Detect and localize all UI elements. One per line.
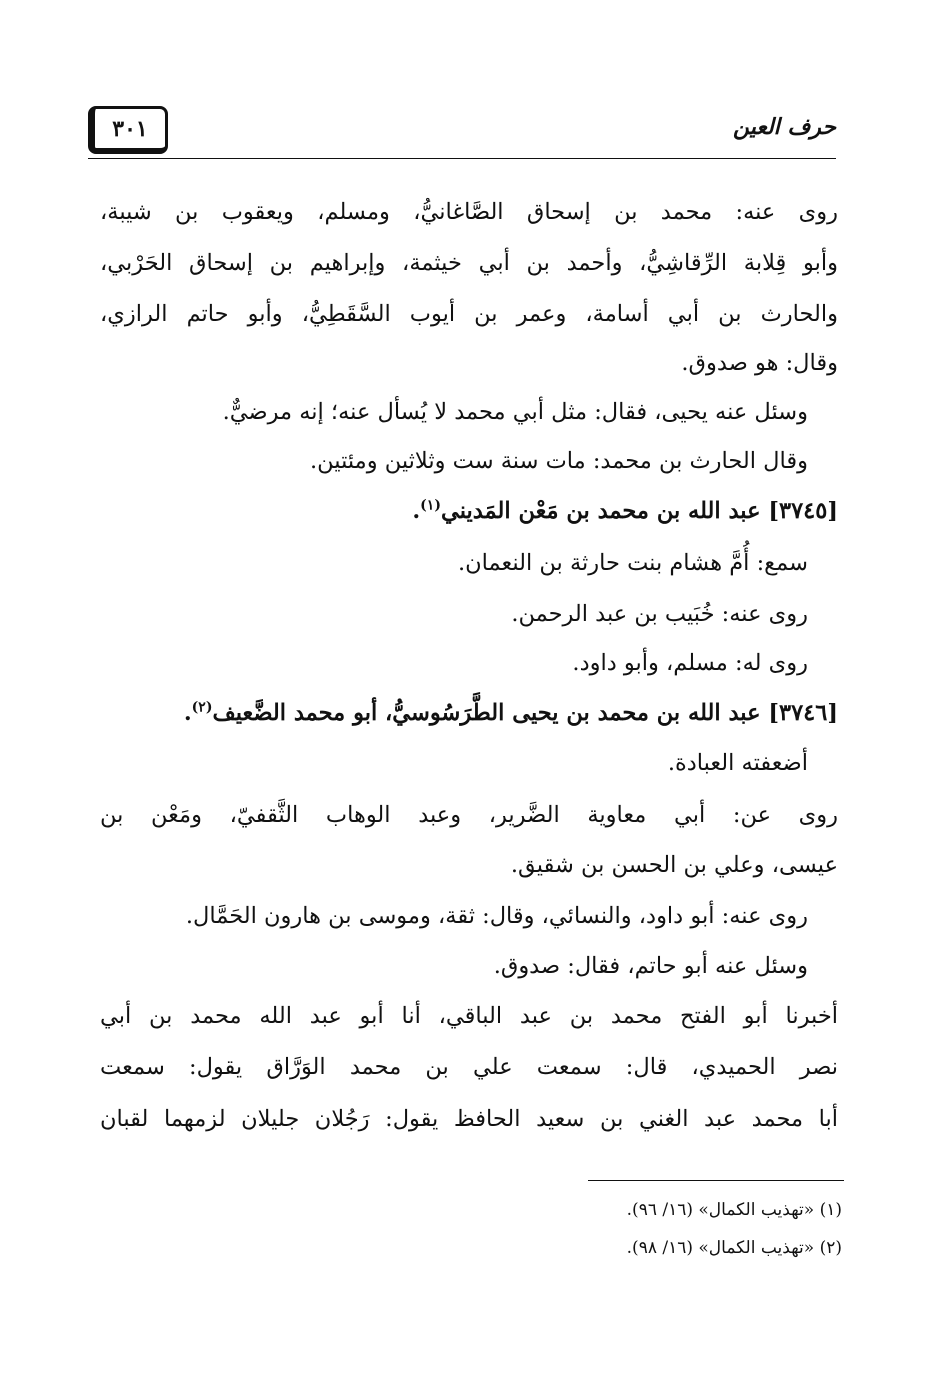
- header-rule: [88, 158, 836, 159]
- text-line: أضعفته العبادة.: [667, 750, 808, 776]
- footnote-rule: [588, 1180, 844, 1181]
- text-line: روى عنه: أبو داود، والنسائي، وقال: ثقة، وموسى بن هارون الحَمَّال.: [185, 903, 808, 929]
- text-line: عيسى، وعلي بن الحسن بن شقيق.: [510, 852, 838, 878]
- text-line: وقال الحارث بن محمد: مات سنة ست وثلاثين ومئتين.: [310, 448, 808, 474]
- running-header-title: حرف العين: [732, 114, 836, 140]
- entry-heading-end: .: [183, 700, 192, 726]
- text-line: وأبو قِلابة الرِّقاشِيُّ، وأحمد بن أبي خيثمة، وإبراهيم بن إسحاق الحَرْبي،: [100, 250, 838, 276]
- text-line: روى له: مسلم، وأبو داود.: [572, 650, 808, 676]
- text-line: روى عنه: خُبَيب بن عبد الرحمن.: [511, 601, 808, 627]
- entry-heading-text: [٣٧٤٥] عبد الله بن محمد بن مَعْن المَديني: [440, 498, 838, 524]
- text-line: والحارث بن أبي أسامة، وعمر بن أيوب السَّقَطِيُّ، وأبو حاتم الرازي،: [100, 301, 838, 327]
- text-line: سمع: أُمَّ هشام بنت حارثة بن النعمان.: [457, 550, 808, 576]
- entry-heading: [183, 699, 838, 726]
- text-line: وسئل عنه أبو حاتم، فقال: صدوق.: [493, 953, 808, 979]
- text-line: وقال: هو صدوق.: [681, 350, 838, 376]
- entry-heading: [412, 497, 838, 524]
- text-line: وسئل عنه يحيى، فقال: مثل أبي محمد لا يُسأل عنه؛ إنه مرضيٌّ.: [222, 399, 808, 425]
- text-line: أبا محمد عبد الغني بن سعيد الحافظ يقول: رَجُلان جليلان لزمهما لقبان: [100, 1106, 838, 1132]
- footnote: (١) «تهذيب الكمال» (١٦/ ٩٦).: [626, 1200, 842, 1220]
- text-line: روى عن: أبي معاوية الضَّرير، وعبد الوهاب الثَّقفيّ، ومَعْن بن: [100, 802, 838, 828]
- text-line: روى عنه: محمد بن إسحاق الصَّاغانيُّ، ومسلم، ويعقوب بن شيبة،: [100, 199, 838, 225]
- page-number-frame: [88, 106, 168, 154]
- footnote: (٢) «تهذيب الكمال» (١٦/ ٩٨).: [626, 1238, 842, 1258]
- footnote-ref: (٢): [191, 699, 213, 716]
- entry-heading-end: .: [412, 498, 421, 524]
- text-line: أخبرنا أبو الفتح محمد بن عبد الباقي، أنا أبو عبد الله محمد بن أبي: [100, 1003, 838, 1029]
- page-number: ٣٠١: [112, 115, 148, 142]
- entry-heading-text: [٣٧٤٦] عبد الله بن محمد بن يحيى الطَّرَسُوسيُّ، أبو محمد الضَّعيف: [212, 700, 838, 726]
- text-line: نصر الحميدي، قال: سمعت علي بن محمد الوَرَّاق يقول: سمعت: [100, 1054, 838, 1080]
- footnote-ref: (١): [420, 497, 441, 514]
